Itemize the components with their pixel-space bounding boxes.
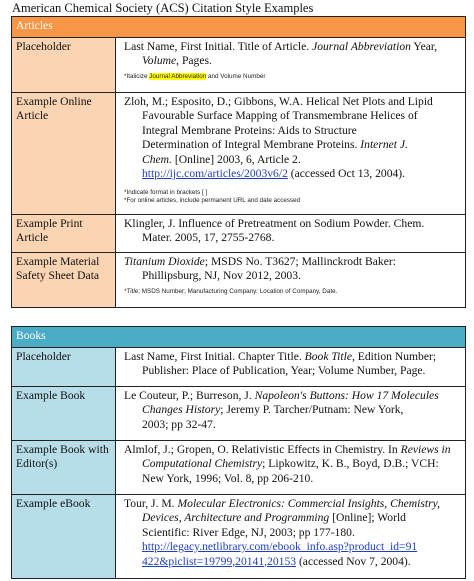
note-text: and Volume Number [206, 72, 266, 80]
citation-italic: Changes History [142, 403, 221, 416]
row-content [116, 347, 466, 386]
row-label: Example Book [12, 386, 116, 440]
citation-italic: Reviews in [400, 442, 451, 456]
books-heading: Books [12, 327, 466, 348]
row-label: Example eBook [12, 494, 116, 578]
table-row [12, 252, 466, 307]
row-content [116, 494, 466, 578]
row-label: Example Book with Editor(s) [12, 440, 116, 494]
table-row [12, 214, 466, 252]
citation-text: , Edition Number; [352, 349, 437, 363]
table-row [12, 92, 466, 214]
books-table [11, 326, 466, 579]
citation-text: ; MSDS No. T3627; Mallinckrodt Baker: [204, 254, 396, 268]
citation-text: Integral Membrane Proteins: Aids to Structure [142, 123, 357, 137]
row-content [116, 92, 466, 214]
table-row [12, 37, 466, 92]
article-url-link[interactable]: http://ijc.com/articles/2003v6/2 [142, 167, 288, 180]
note-text: *Italicize [124, 72, 150, 80]
table-row [12, 347, 466, 386]
articles-table [11, 16, 466, 308]
citation-italic: Napoleon's Buttons: How 17 Molecules [254, 388, 439, 402]
citation-text: Favourable Surface Mapping of Transmembrane Helices of [142, 109, 418, 122]
row-content [116, 37, 466, 92]
articles-header-row [12, 17, 466, 38]
citation-text: [Online] 2003, 6, Article 2. [171, 152, 301, 166]
citation-italic: Journal Abbreviation [312, 39, 411, 53]
note-text: ; MSDS Number; Manufacturing Company: Location of Company, Date. [138, 287, 338, 295]
citation-text: Le Couteur, P.; Burreson, J. [124, 388, 255, 402]
row-label: Example Print Article [12, 214, 116, 252]
citation-text: ; Lipkowitz, K. B., Boyd, D.B.; VCH: [262, 457, 439, 470]
ebook-url-link-continued[interactable]: 422&piclist=19799,20141,20153 [142, 554, 297, 568]
row-label: Placeholder [12, 37, 116, 92]
row-content [116, 214, 466, 252]
note-italic: *Title [124, 287, 139, 295]
row-label: Placeholder [12, 347, 116, 386]
citation-italic: Computational Chemistry [142, 457, 263, 470]
citation-italic: Devices, Architecture and Programming [142, 511, 330, 524]
citation-italic: Volume [142, 54, 177, 67]
citation-italic: Internet J. [360, 138, 408, 151]
page-title: American Chemical Society (ACS) Citation Style Examples [12, 1, 314, 15]
table-row [12, 440, 466, 494]
citation-text: Last Name, First Initial. Chapter Title. [124, 349, 305, 363]
citation-text: Zloh, M.; Esposito, D.; Gibbons, W.A. Helical Net Plots and Lipid [124, 94, 433, 108]
citation-text: Tour, J. M. [124, 496, 178, 510]
citation-text: Determination of Integral Membrane Proteins. [142, 138, 361, 151]
citation-text: [Online]; World [329, 511, 406, 524]
citation-text: (accessed Oct 13, 2004). [287, 167, 406, 180]
row-content [116, 252, 466, 307]
table-row [12, 494, 466, 578]
citation-text: Last Name, First Initial. Title of Article. [124, 39, 313, 53]
citation-text: ; Jeremy P. Tarcher/Putnam: New York, [220, 403, 404, 416]
table-row [12, 386, 466, 440]
citation-text: Klingler, J. Influence of Pretreatment on Sodium Powder. Chem. [124, 216, 425, 230]
citation-text: Year, [410, 39, 438, 53]
citation-text: Mater. 2005, 17, 2755-2768. [142, 231, 275, 244]
row-label: Example Material Safety Sheet Data [12, 252, 116, 307]
citation-text: Scientific: River Edge, NJ, 2003; pp 177-180. [142, 525, 355, 539]
citation-text: Phillipsburg, NJ, Nov 2012, 2003. [142, 269, 301, 282]
ebook-url-link[interactable]: http://legacy.netlibrary.com/ebook_info.asp?product_id=91 [142, 540, 418, 553]
row-content [116, 386, 466, 440]
citation-text: (accessed Nov 7, 2004). [296, 554, 411, 568]
citation-text: 2003; pp 32-47. [142, 417, 216, 431]
citation-text: , Pages. [176, 54, 212, 67]
row-label: Example Online Article [12, 92, 116, 214]
note-text: *For online articles, include permanent URL and date accessed [124, 196, 301, 204]
row-content [116, 440, 466, 494]
articles-heading: Articles [12, 17, 466, 38]
citation-italic: Book Title [304, 349, 352, 363]
highlighted-note: Journal Abbreviation [149, 72, 207, 80]
note-text: *Indicate format in brackets [ ] [124, 188, 208, 196]
citation-text: Publisher: Place of Publication, Year; Volume Number, Page. [142, 364, 426, 377]
citation-text: Almlof, J.; Gropen, O. Relativistic Effects in Chemistry. In [124, 442, 401, 456]
citation-text: New York, 1996; Vol. 8, pp 206-210. [142, 471, 314, 485]
books-header-row [12, 327, 466, 348]
citation-italic: Titanium Dioxide [124, 254, 205, 268]
citation-italic: Molecular Electronics: Commercial Insights, Chemistry, [177, 496, 441, 510]
citation-italic: Chem. [142, 152, 172, 166]
